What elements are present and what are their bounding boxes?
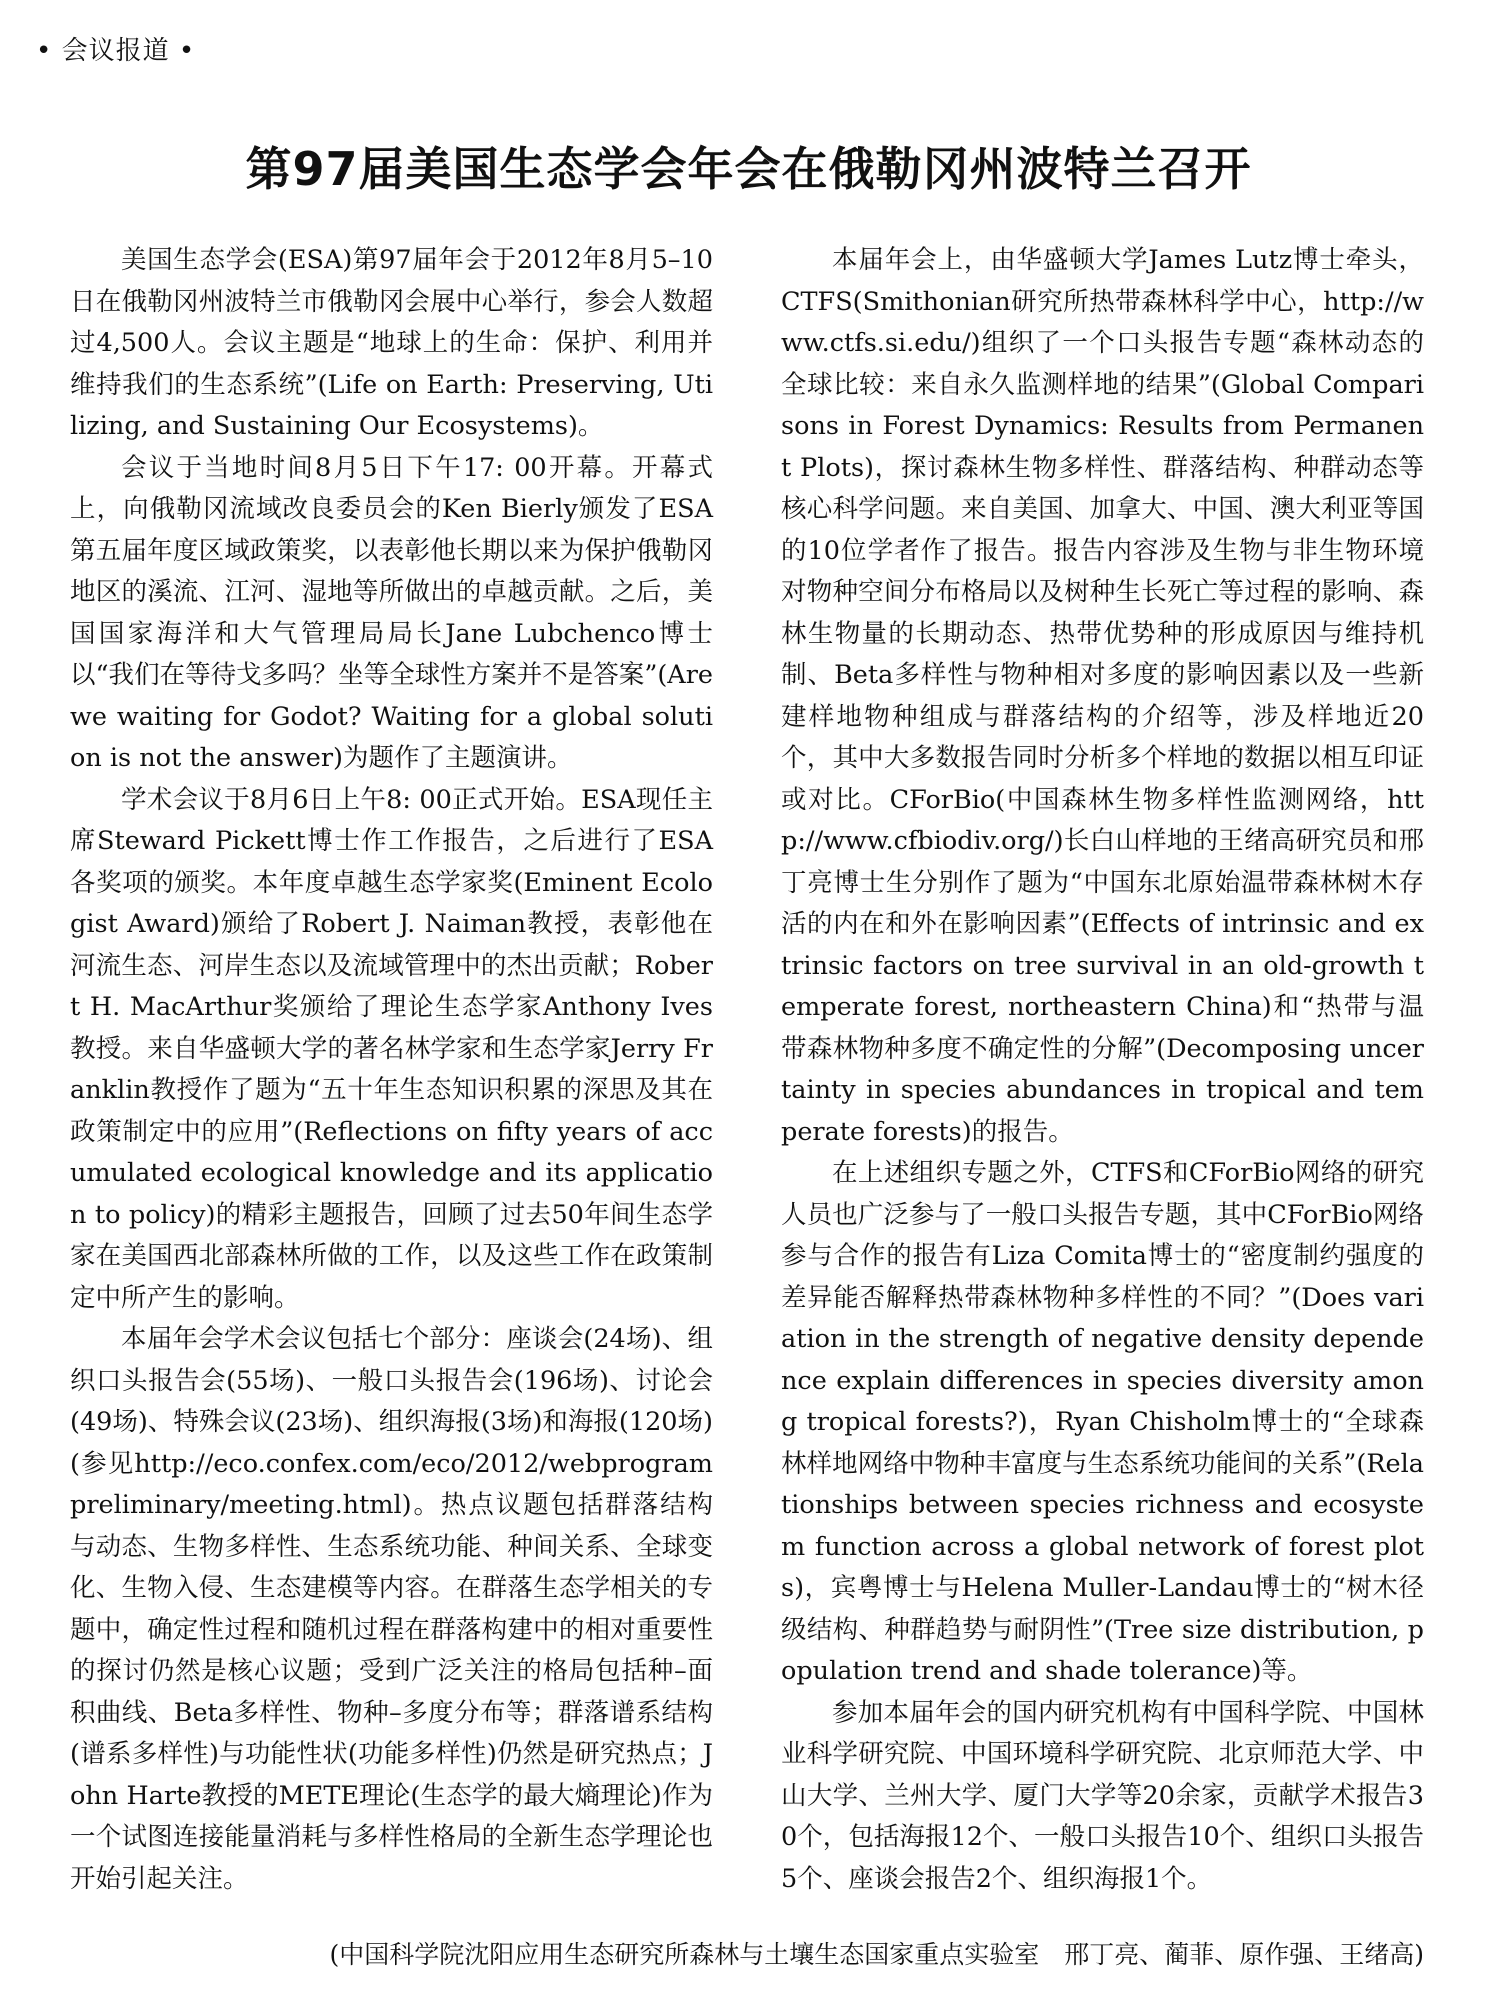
- section-tag: • 会议报道 •: [36, 36, 196, 66]
- paragraph: 会议于当地时间8月5日下午17: 00开幕。开幕式上，向俄勒冈流域改良委员会的Ken Bierly颁发了ESA第五届年度区域政策奖，以表彰他长期以来为保护俄勒冈地区的溪流、江河、湿地等所做出的卓越贡献。之后，美国国家海洋和大气管理局局长Jane Lubchenco博士以“我们在等待戈多吗？坐等全球性方案并不是答案”(Are we waiting for Godot? Waiting for a global solution is not the answer)为题作了主题演讲。: [70, 452, 713, 773]
- author-byline: (中国科学院沈阳应用生态研究所森林与土壤生态国家重点实验室 邢丁亮、蔺菲、原作强、王绪高): [329, 1940, 1424, 1969]
- left-column: [70, 240, 713, 1900]
- paragraph: 学术会议于8月6日上午8: 00正式开始。ESA现任主席Steward Pickett博士作工作报告，之后进行了ESA各奖项的颁奖。本年度卓越生态学家奖(Eminent Ecologist Award)颁给了Robert J. Naiman教授，表彰他在河流生态、河岸生态以及流域管理中的杰出贡献；Robert H. MacArthur奖颁给了理论生态学家Anthony Ives教授。来自华盛顿大学的著名林学家和生态学家Jerry Franklin教授作了题为“五十年生态知识积累的深思及其在政策制定中的应用”(Reflections on fifty years of accumulated ecological knowledge and its application to policy)的精彩主题报告，回顾了过去50年间生态学家在美国西北部森林所做的工作，以及这些工作在政策制定中所产生的影响。: [70, 784, 713, 1313]
- paragraph: 本届年会上，由华盛顿大学James Lutz博士牵头，CTFS(Smithonian研究所热带森林科学中心，http://www.ctfs.si.edu/)组织了一个口头报告专题“森林动态的全球比较：来自永久监测样地的结果”(Global Comparisons in Forest Dynamics: Results from Permanent Plots)，探讨森林生物多样性、群落结构、种群动态等核心科学问题。来自美国、加拿大、中国、澳大利亚等国的10位学者作了报告。报告内容涉及生物与非生物环境对物种空间分布格局以及树种生长死亡等过程的影响、森林生物量的长期动态、热带优势种的形成原因与维持机制、Beta多样性与物种相对多度的影响因素以及一些新建样地物种组成与群落结构的介绍等，涉及样地近20个，其中大多数报告同时分析多个样地的数据以相互印证或对比。CForBio(中国森林生物多样性监测网络，http://www.cfbiodiv.org/)长白山样地的王绪高研究员和邢丁亮博士生分别作了题为“中国东北原始温带森林树木存活的内在和外在影响因素”(Effects of intrinsic and extrinsic factors on tree survival in an old-growth temperate forest, northeastern China)和“热带与温带森林物种多度不确定性的分解”(Decomposing uncertainty in species abundances in tropical and temperate forests)的报告。: [781, 245, 1424, 1147]
- paragraph: 在上述组织专题之外，CTFS和CForBio网络的研究人员也广泛参与了一般口头报告专题，其中CForBio网络参与合作的报告有Liza Comita博士的“密度制约强度的差异能否解释热带森林物种多样性的不同？”(Does variation in the strength of negative density dependence explain differences in species diversity among tropical forests?)，Ryan Chisholm博士的“全球森林样地网络中物种丰富度与生态系统功能间的关系”(Relationships between species richness and ecosystem function across a global network of forest plots)，宾粤博士与Helena Muller-Landau博士的“树木径级结构、种群趋势与耐阴性”(Tree size distribution, population trend and shade tolerance)等。: [781, 1158, 1424, 1686]
- paragraph: 本届年会学术会议包括七个部分：座谈会(24场)、组织口头报告会(55场)、一般口头报告会(196场)、讨论会(49场)、特殊会议(23场)、组织海报(3场)和海报(120场)(参见http://eco.confex.com/eco/2012/webprogrampreliminary/meeting.html)。热点议题包括群落结构与动态、生物多样性、生态系统功能、种间关系、全球变化、生物入侵、生态建模等内容。在群落生态学相关的专题中，确定性过程和随机过程在群落构建中的相对重要性的探讨仍然是核心议题；受到广泛关注的格局包括种–面积曲线、Beta多样性、物种–多度分布等；群落谱系结构(谱系多样性)与功能性状(功能多样性)仍然是研究热点；John Harte教授的METE理论(生态学的最大熵理论)作为一个试图连接能量消耗与多样性格局的全新生态学理论也开始引起关注。: [70, 1324, 713, 1894]
- paragraph: 美国生态学会(ESA)第97届年会于2012年8月5–10日在俄勒冈州波特兰市俄勒冈会展中心举行，参会人数超过4,500人。会议主题是“地球上的生命：保护、利用并维持我们的生态系统”(Life on Earth: Preserving, Utilizing, and Sustaining Our Ecosystems)。: [70, 245, 713, 441]
- article-title: 第97届美国生态学会年会在俄勒冈州波特兰召开: [245, 141, 1252, 196]
- right-column: [781, 240, 1424, 1900]
- paragraph: 参加本届年会的国内研究机构有中国科学院、中国林业科学研究院、中国环境科学研究院、北京师范大学、中山大学、兰州大学、厦门大学等20余家，贡献学术报告30个，包括海报12个、一般口头报告10个、组织口头报告5个、座谈会报告2个、组织海报1个。: [781, 1697, 1424, 1894]
- article-body: [70, 240, 1424, 1900]
